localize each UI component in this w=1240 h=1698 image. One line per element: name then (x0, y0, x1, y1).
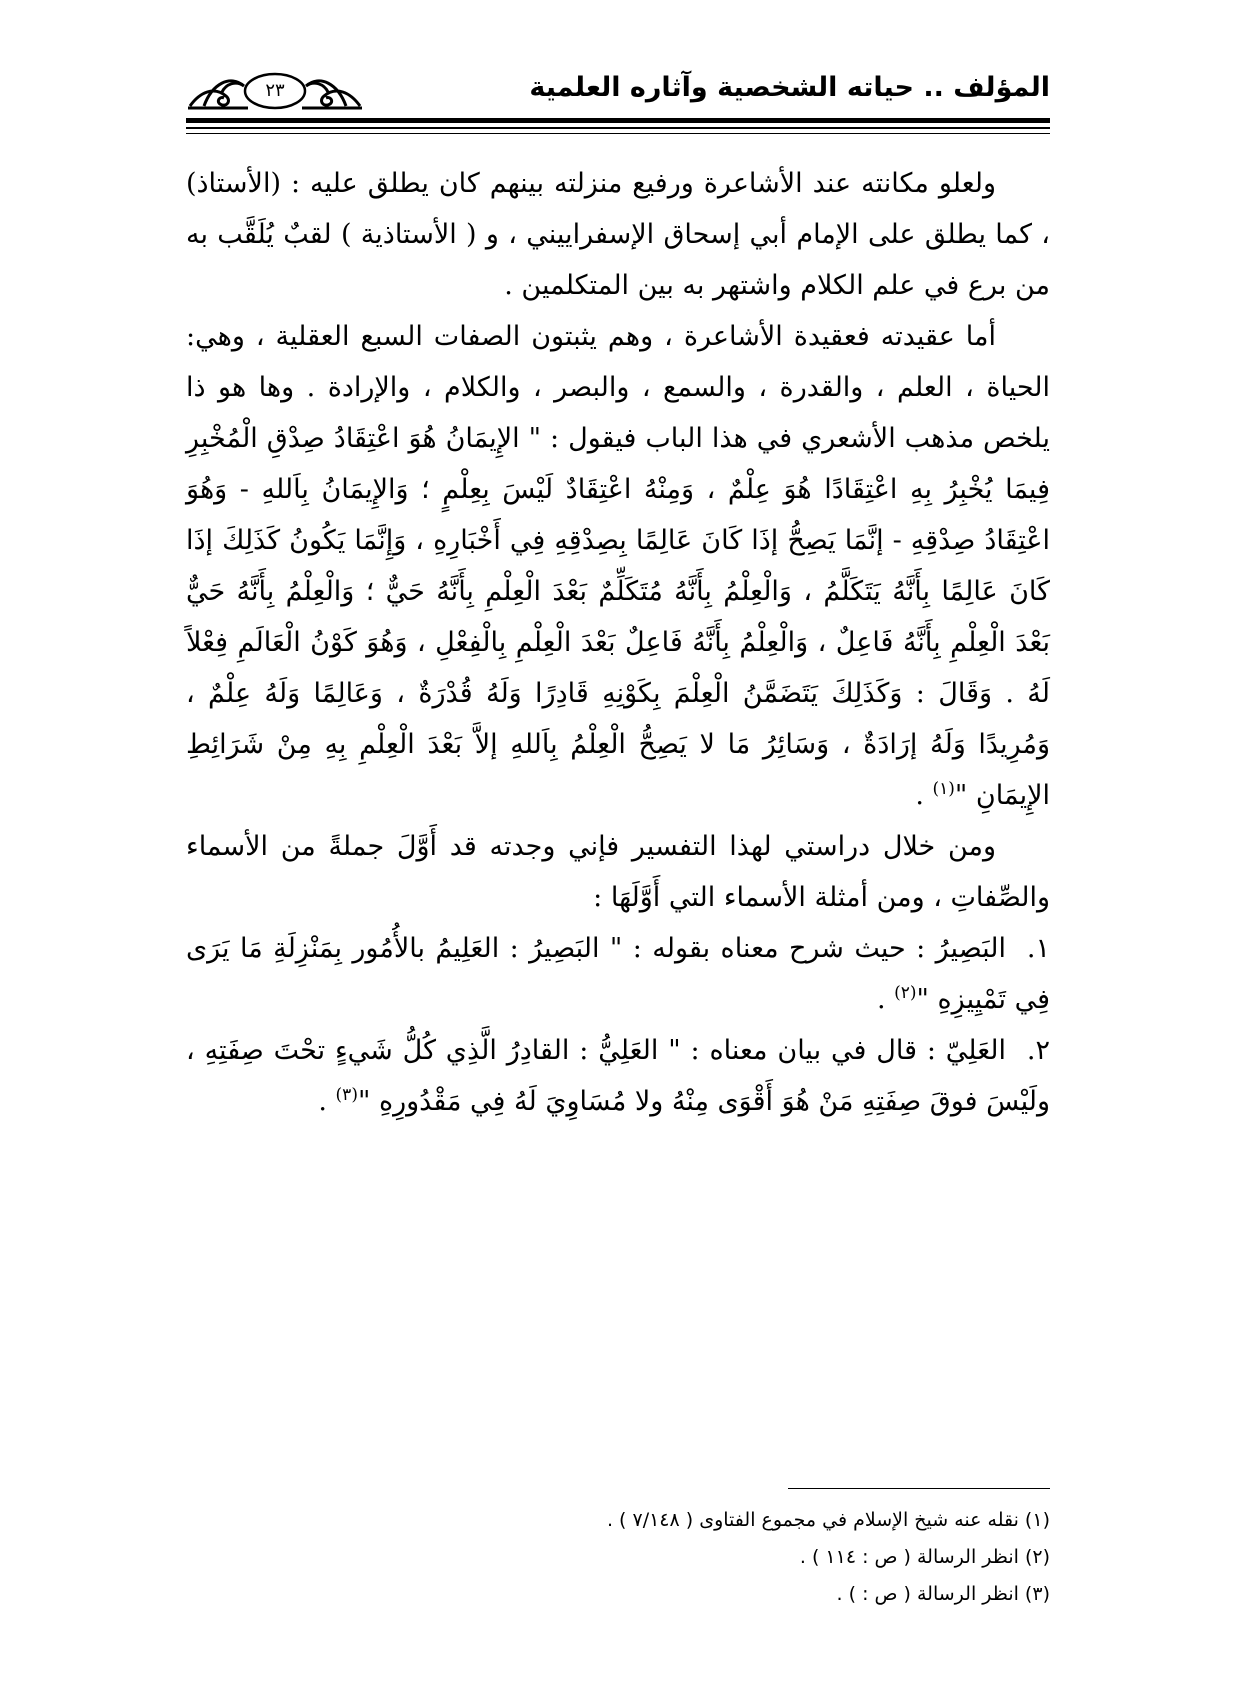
footnote-ref-3: (٣) (335, 1085, 358, 1105)
footnotes (186, 1502, 1050, 1613)
page-number: ٢٣ (265, 79, 285, 101)
list-item-end: . (318, 1086, 336, 1117)
paragraph-2-end: . (915, 780, 933, 811)
list-item-text: العَلِيّ : قال في بيان معناه : " العَلِيُّ : القادِرُ الَّذِي كُلُّ شَيءٍ تحْتَ صِفَتِهِ ، ولَيْسَ فوقَ صِفَتِهِ مَنْ هُوَ أَقْوَى مِنْهُ ولا مُسَاوِيَ لَهُ فِي مَقْدُورِهِ " (186, 1035, 1050, 1117)
list-item-number: ٢. (1026, 1035, 1050, 1066)
paragraph-2 (186, 311, 1050, 821)
list-item (186, 923, 1050, 1025)
list-item-number: ١. (1026, 933, 1050, 964)
header-rule-thin (186, 127, 1050, 129)
paragraph-2-text: أما عقيدته فعقيدة الأشاعرة ، وهم يثبتون الصفات السبع العقلية ، وهي: الحياة ، العلم ، والقدرة ، والسمع ، والبصر ، والكلام ، والإرادة . وها هو ذا يلخص مذهب الأشعري في هذا الباب فيقول : " الإِيمَانُ هُوَ اعْتِقَادُ صِدْقِ الْمُخْبِرِ فِيمَا يُخْبِرُ بِهِ اعْتِقَادًا هُوَ عِلْمٌ ، وَمِنْهُ اعْتِقَادٌ لَيْسَ بِعِلْمٍ ؛ وَالإِيمَانُ بِاَللهِ - وَهُوَ اعْتِقَادُ صِدْقِهِ - إنَّمَا يَصِحُّ إذَا كَانَ عَالِمًا بِصِدْقِهِ فِي أَخْبَارِهِ ، وَإِنَّمَا يَكُونُ كَذَلِكَ إذَا كَانَ عَالِمًا بِأَنَّهُ يَتَكَلَّمُ ، وَالْعِلْمُ بِأَنَّهُ مُتَكَلِّمٌ بَعْدَ الْعِلْمِ بِأَنَّهُ حَيٌّ ؛ وَالْعِلْمُ بِأَنَّهُ حَيٌّ بَعْدَ الْعِلْمِ بِأَنَّهُ فَاعِلٌ ، وَالْعِلْمُ بِأَنَّهُ فَاعِلٌ بَعْدَ الْعِلْمِ بِالْفِعْلِ ، وَهُوَ كَوْنُ الْعَالَمِ فِعْلاً لَهُ . وَقَالَ : وَكَذَلِكَ يَتَضَمَّنُ الْعِلْمَ بِكَوْنِهِ قَادِرًا وَلَهُ قُدْرَةٌ ، وَعَالِمًا وَلَهُ عِلْمٌ ، وَمُرِيدًا وَلَهُ إرَادَةٌ ، وَسَائِرُ مَا لا يَصِحُّ الْعِلْمُ بِاَللهِ إلاَّ بَعْدَ الْعِلْمِ بِهِ مِنْ شَرَائِطِ الإِيمَانِ " (186, 321, 1050, 811)
footnote-ref-1: (١) (932, 779, 955, 799)
header-rule-hairline (186, 133, 1050, 134)
list-item-end: . (876, 984, 895, 1015)
header-rule-thick (186, 118, 1050, 123)
footnote-ref-2: (٢) (894, 983, 917, 1003)
footnote-2: (٢) انظر الرسالة ( ص : ١١٤ ) . (799, 1546, 1050, 1568)
footnote-separator (788, 1488, 1050, 1489)
main-text (186, 158, 1050, 1127)
footnote-1: (١) نقله عنه شيخ الإسلام في مجموع الفتاوى ( ٧/١٤٨ ) . (606, 1509, 1050, 1531)
list-item-text: البَصِيرُ : حيث شرح معناه بقوله : " البَصِيرُ : العَلِيمُ بالأُمُور بِمَنْزِلَةِ مَا يَرَى فِي تَمْيِيزِهِ " (186, 933, 1050, 1015)
paragraph-1: ولعلو مكانته عند الأشاعرة ورفيع منزلته بينهم كان يطلق عليه : (الأستاذ) ، كما يطلق على الإمام أبي إسحاق الإسفراييني ، و ( الأستاذية ) لقبٌ يُلَقَّب به من برع في علم الكلام واشتهر به بين المتكلمين . (186, 168, 1050, 301)
running-title: المؤلف .. حياته الشخصية وآثاره العلمية (529, 72, 1050, 103)
footnote-3: (٣) انظر الرسالة ( ص : ) . (836, 1583, 1050, 1605)
page-number-ornament (186, 66, 364, 114)
list-item (186, 1025, 1050, 1127)
paragraph-3: ومن خلال دراستي لهذا التفسير فإني وجدته قد أَوَّلَ جملةً من الأسماء والصِّفاتِ ، ومن أمثلة الأسماء التي أَوَّلَهَا : (186, 831, 1050, 913)
